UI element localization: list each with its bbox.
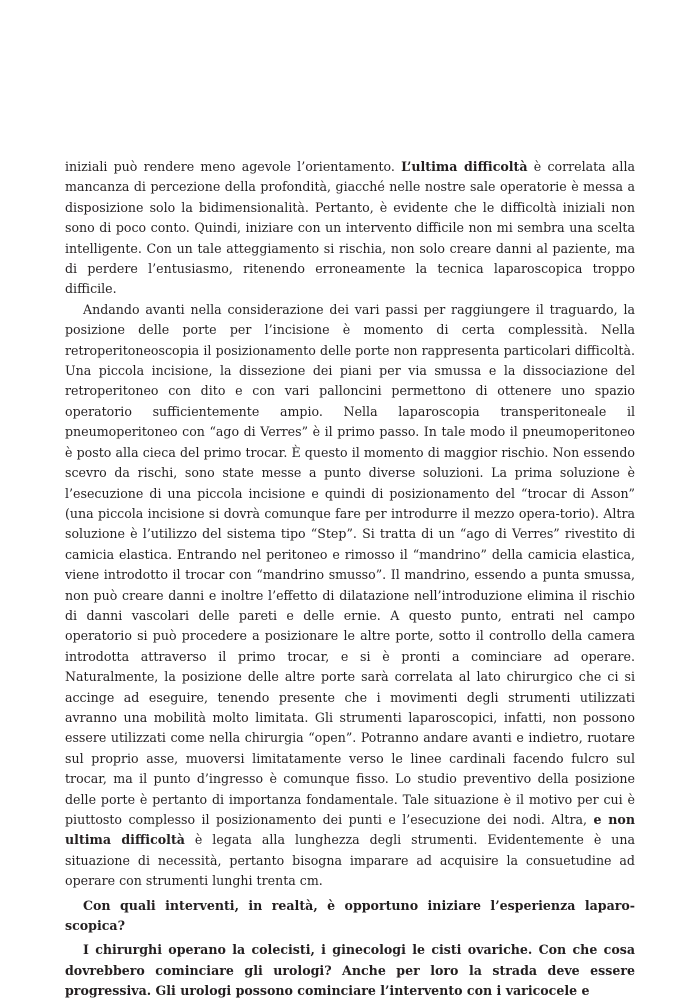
- paragraph-1: [65, 157, 635, 300]
- document-body: [65, 157, 635, 1002]
- paragraph-2-text-cont: è legata alla lunghezza degli strumenti. Evidentemente è una situazione di necessità, pertanto bisogna imparare ad acquisire la consuetudine ad operare con strumenti lunghi trenta cm.: [65, 832, 636, 889]
- paragraph-1-text: iniziali può rendere meno agevole l’orientamento.: [65, 159, 402, 174]
- paragraph-1-bold: L’ultima difficoltà: [401, 159, 528, 174]
- paragraph-2: [65, 300, 635, 892]
- question-heading-text: Con quali interventi, in realtà, è opportuno iniziare l’esperienza laparoscopica?: [65, 897, 635, 934]
- question-heading: [65, 896, 635, 937]
- paragraph-4: [65, 940, 635, 1001]
- paragraph-2-bold: e non ultima difficoltà: [65, 812, 635, 848]
- paragraph-4-bold: I chirurghi operano la colecisti, i ginecologi le cisti ovariche. Con che cosa dovrebbero cominciare gli urologi? Anche per loro la strada deve essere progressiva. Gli urologi possono cominciare l’intervento con i varicocele e: [65, 942, 635, 999]
- paragraph-1-text-cont: è correlata alla mancanza di percezione della profondità, giacché nelle nostre sale operatorie è messa a disposizione solo la bidimensionalità. Pertanto, è evidente che le difficoltà iniziali non sono di poco conto. Quindi, iniziare con un intervento difficile non mi sembra una scelta intelligente. Con un tale atteggiamento si rischia, non solo creare danni al paziente, ma di perdere l’entusiasmo, ritenendo erroneamente la tecnica laparoscopica troppo difficile.: [65, 159, 635, 297]
- paragraph-2-text: Andando avanti nella considerazione dei vari passi per raggiungere il traguardo, la posizione delle porte per l’incisione è momento di certa complessità. Nella retroperitoneoscopia il posizionamento delle porte non rappresenta particolari difficoltà. Una piccola incisione, la dissezione dei piani per via smussa e la dissociazione del retroperitoneo con dito e con vari palloncini permettono di ottenere uno spazio operatorio sufficientemente ampio. Nella laparoscopia transperitoneale il pneumoperitoneo con “ago di Verres” è il primo passo. In tale modo il pneumoperitoneo è posto alla cieca del primo trocar. È questo il momento di maggior rischio. Non essendo scevro da rischi, sono state messe a punto diverse soluzioni. La prima soluzione è l’esecuzione di una piccola incisione e quindi di posizionamento del “trocar di Asson” (una piccola incisione si dovrà comunque fare per introdurre il mezzo opera-torio). Altra soluzione è l’utilizzo del sistema tipo “Step”. Si tratta di un “ago di Verres” rivestito di camicia elastica. Entrando nel peritoneo e rimosso il “mandrino” della camicia elastica, viene introdotto il trocar con “mandrino smusso”. Il mandrino, essendo a punta smussa, non può creare danni e inoltre l’effetto di dilatazione nell’introduzione elimina il rischio di danni vascolari delle pareti e delle ernie. A questo punto, entrati nel campo operatorio si può procedere a posizionare le altre porte, sotto il controllo della camera introdotta attraverso il primo trocar, e si è pronti a cominciare ad operare. Naturalmente, la posizione delle altre porte sarà correlata al lato chirurgico che ci si accinge ad eseguire, tenendo presente che i movimenti degli strumenti utilizzati avranno una mobilità molto limitata. Gli strumenti laparoscopici, infatti, non possono essere utilizzati come nella chirurgia “open”. Potranno andare avanti e indietro, ruotare sul proprio asse, muoversi limitatamente verso le linee cardinali facendo fulcro sul trocar, ma il punto d’ingresso è comunque fisso. Lo studio preventivo della posizione delle porte è pertanto di importanza fondamentale. Tale situazione è il motivo per cui è piuttosto complesso il posizionamento dei punti e l’esecuzione dei nodi. Altra,: [65, 301, 635, 827]
